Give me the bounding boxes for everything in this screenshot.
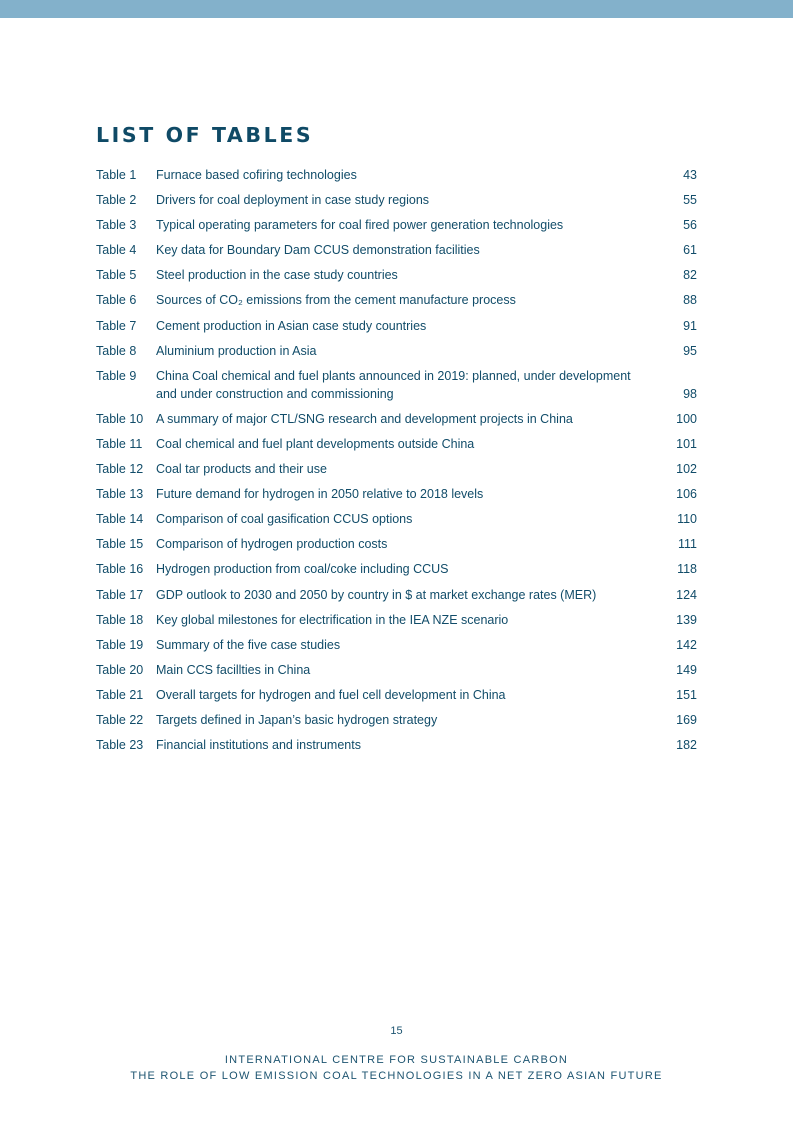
table-number: Table 16 xyxy=(96,562,144,577)
table-number: Table 13 xyxy=(96,487,144,502)
table-page-number: 98 xyxy=(683,386,697,401)
table-number: Table 12 xyxy=(96,462,144,477)
list-of-tables xyxy=(96,166,698,761)
table-number: Table 15 xyxy=(96,537,144,552)
toc-entry[interactable] xyxy=(96,460,698,485)
table-title: China Coal chemical and fuel plants announced in 2019: planned, under development and under construction and commissioning xyxy=(156,368,631,401)
toc-entry[interactable] xyxy=(96,166,698,191)
table-number: Table 4 xyxy=(96,243,137,258)
toc-entry[interactable] xyxy=(96,686,698,711)
table-number: Table 10 xyxy=(96,411,144,426)
toc-entry[interactable] xyxy=(96,435,698,460)
table-number: Table 23 xyxy=(96,738,144,753)
toc-entry[interactable] xyxy=(96,736,698,761)
table-page-number: 139 xyxy=(676,612,697,627)
table-number: Table 19 xyxy=(96,637,144,652)
table-number: Table 21 xyxy=(96,687,144,702)
toc-entry[interactable] xyxy=(96,586,698,611)
table-title: Key global milestones for electrification in the IEA NZE scenario xyxy=(156,612,509,627)
table-title: GDP outlook to 2030 and 2050 by country in $ at market exchange rates (MER) xyxy=(156,587,597,602)
table-page-number: 111 xyxy=(677,537,697,552)
table-number: Table 18 xyxy=(96,612,144,627)
table-number: Table 22 xyxy=(96,712,144,727)
footer-organization: INTERNATIONAL CENTRE FOR SUSTAINABLE CARBON xyxy=(224,1054,569,1066)
table-page-number: 142 xyxy=(676,637,697,652)
page-title: LIST OF TABLES xyxy=(96,123,314,147)
table-title: Steel production in the case study countries xyxy=(156,268,398,283)
table-title: A summary of major CTL/SNG research and development projects in China xyxy=(156,411,573,426)
footer-report-title: THE ROLE OF LOW EMISSION COAL TECHNOLOGIES IN A NET ZERO ASIAN FUTURE xyxy=(130,1070,663,1082)
toc-entry[interactable] xyxy=(96,535,698,560)
table-number: Table 20 xyxy=(96,662,144,677)
toc-entry[interactable] xyxy=(96,241,698,266)
table-title: Comparison of coal gasification CCUS options xyxy=(156,512,413,527)
table-page-number: 91 xyxy=(683,318,697,333)
table-page-number: 169 xyxy=(676,712,697,727)
table-number: Table 14 xyxy=(96,512,144,527)
toc-entry[interactable] xyxy=(96,291,698,316)
table-title: Future demand for hydrogen in 2050 relative to 2018 levels xyxy=(156,487,484,502)
table-page-number: 102 xyxy=(676,462,697,477)
table-page-number: 61 xyxy=(683,243,697,258)
table-page-number: 88 xyxy=(683,293,697,308)
table-page-number: 182 xyxy=(676,738,697,753)
toc-entry[interactable] xyxy=(96,266,698,291)
table-title: Overall targets for hydrogen and fuel cell development in China xyxy=(156,687,506,702)
toc-entry[interactable] xyxy=(96,636,698,661)
table-number: Table 3 xyxy=(96,218,137,233)
table-page-number: 95 xyxy=(683,343,697,358)
table-page-number: 124 xyxy=(676,587,697,602)
page-number: 15 xyxy=(390,1025,403,1037)
table-title: Hydrogen production from coal/coke including CCUS xyxy=(156,562,449,577)
table-page-number: 151 xyxy=(676,687,697,702)
toc-entry[interactable] xyxy=(96,410,698,435)
table-title: Summary of the five case studies xyxy=(156,637,341,652)
table-page-number: 55 xyxy=(683,193,697,208)
table-page-number: 82 xyxy=(683,268,697,283)
table-number: Table 7 xyxy=(96,318,137,333)
toc-entry[interactable] xyxy=(96,342,698,367)
toc-entry[interactable] xyxy=(96,485,698,510)
table-title: Sources of CO₂ emissions from the cement manufacture process xyxy=(156,293,516,308)
toc-entry[interactable] xyxy=(96,216,698,241)
table-title: Furnace based cofiring technologies xyxy=(156,168,357,182)
table-page-number: 43 xyxy=(683,168,697,182)
table-page-number: 110 xyxy=(677,512,697,527)
table-number: Table 1 xyxy=(96,168,137,182)
table-number: Table 11 xyxy=(96,436,143,451)
toc-entry[interactable] xyxy=(96,367,698,410)
table-title: Main CCS facillties in China xyxy=(156,662,311,677)
table-title: Coal tar products and their use xyxy=(156,462,327,477)
table-title: Key data for Boundary Dam CCUS demonstration facilities xyxy=(156,243,480,258)
table-title: Financial institutions and instruments xyxy=(156,738,361,753)
table-page-number: 106 xyxy=(676,487,697,502)
toc-entry[interactable] xyxy=(96,560,698,585)
toc-entry[interactable] xyxy=(96,191,698,216)
table-number: Table 17 xyxy=(96,587,144,602)
table-number: Table 9 xyxy=(96,368,137,383)
table-title: Aluminium production in Asia xyxy=(156,343,317,358)
table-page-number: 118 xyxy=(677,562,697,577)
table-number: Table 6 xyxy=(96,293,137,308)
table-number: Table 2 xyxy=(96,193,137,208)
table-title: Targets defined in Japan’s basic hydrogen strategy xyxy=(156,712,438,727)
toc-entry[interactable] xyxy=(96,317,698,342)
table-page-number: 149 xyxy=(676,662,697,677)
table-number: Table 5 xyxy=(96,268,137,283)
table-page-number: 56 xyxy=(683,218,697,233)
toc-entry[interactable] xyxy=(96,510,698,535)
table-page-number: 101 xyxy=(676,436,697,451)
table-page-number: 100 xyxy=(676,411,697,426)
table-title: Comparison of hydrogen production costs xyxy=(156,537,388,552)
table-number: Table 8 xyxy=(96,343,137,358)
header-color-bar xyxy=(0,0,793,18)
table-title: Typical operating parameters for coal fired power generation technologies xyxy=(156,218,564,233)
table-title: Cement production in Asian case study countries xyxy=(156,318,427,333)
toc-entry[interactable] xyxy=(96,611,698,636)
table-title: Drivers for coal deployment in case study regions xyxy=(156,193,430,208)
toc-entry[interactable] xyxy=(96,661,698,686)
table-title: Coal chemical and fuel plant developments outside China xyxy=(156,436,475,451)
toc-entry[interactable] xyxy=(96,711,698,736)
